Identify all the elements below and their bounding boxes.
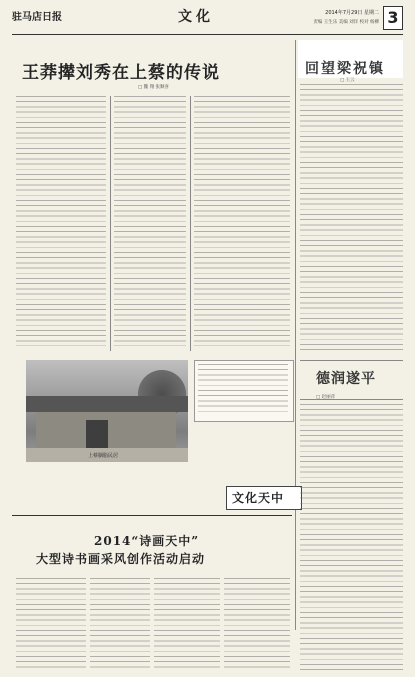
right-feature-text — [300, 404, 403, 670]
editor-line: 责编 王生乐 美编 刘洋 校对 杨柳 — [313, 20, 379, 25]
feature-title: 回望梁祝镇 — [305, 61, 385, 77]
article-text-column — [16, 96, 106, 346]
right-feature-title: 德润遂平 — [316, 371, 376, 387]
right-feature-byline: □ 赵丽萍 — [316, 395, 336, 400]
issue-date: 2014年7月29日 星期二 — [325, 10, 379, 16]
main-byline: □ 魏 翔 张顺喜 — [138, 85, 170, 90]
culture-label: 文化天中 — [232, 491, 285, 505]
column-divider — [110, 96, 111, 351]
feature-text-column — [300, 84, 403, 354]
photo-roof — [26, 396, 188, 412]
bottom-text-column — [16, 578, 86, 670]
page-number: 3 — [383, 6, 403, 30]
masthead — [12, 6, 403, 36]
paper-name: 驻马店日报 — [12, 12, 62, 23]
bottom-text-column — [90, 578, 150, 670]
main-headline: 王莽撵刘秀在上蔡的传说 — [22, 63, 220, 83]
article-text-column — [194, 96, 290, 346]
section-rule — [12, 515, 292, 516]
section-title: 文化 — [178, 9, 214, 25]
bottom-text-column — [154, 578, 220, 670]
house-photo — [26, 360, 188, 462]
poem-text — [198, 364, 288, 416]
photo-caption: 上蔡胭脂民居 — [88, 453, 119, 459]
column-divider — [190, 96, 191, 351]
bottom-text-column — [224, 578, 290, 670]
bottom-headline-line2: 大型诗书画采风创作活动启动 — [36, 552, 206, 566]
feature-byline: □ 王云 — [340, 78, 355, 83]
article-text-column — [114, 96, 186, 346]
column-divider — [295, 40, 296, 630]
header-rule — [12, 34, 403, 35]
bottom-headline-line1: 2014“诗画天中” — [94, 534, 200, 548]
